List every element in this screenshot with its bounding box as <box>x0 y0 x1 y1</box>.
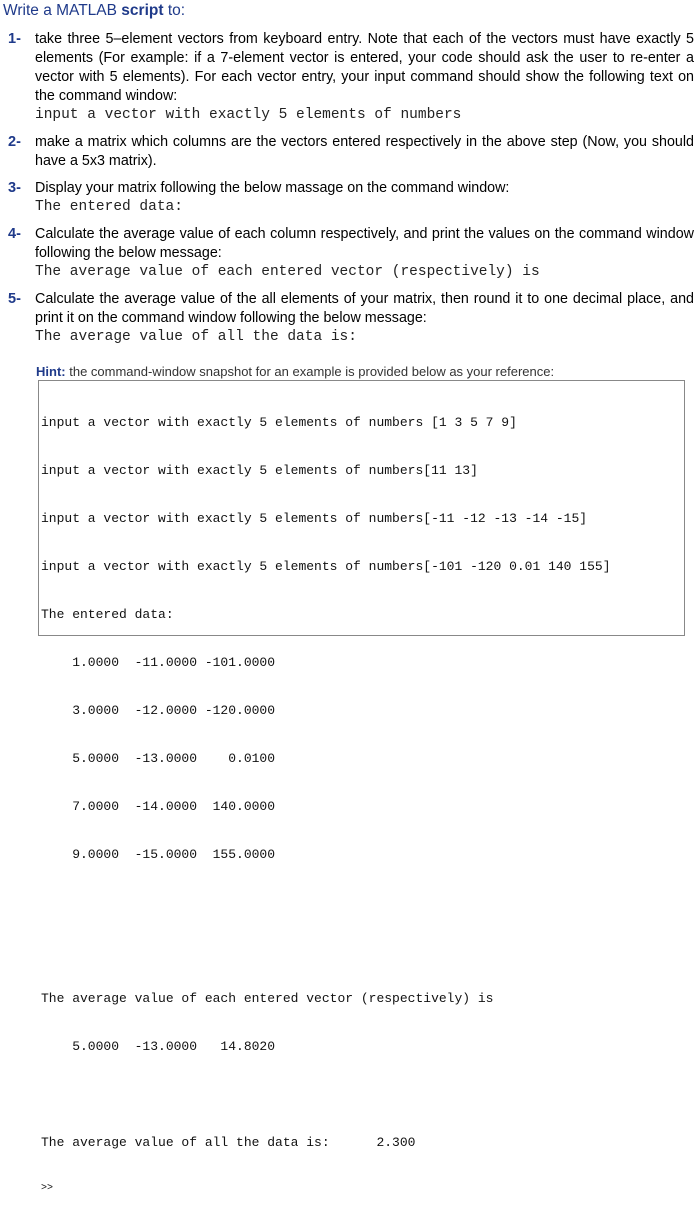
console-line <box>41 1087 684 1103</box>
title-prefix: Write a MATLAB <box>3 2 122 19</box>
console-line: 5.0000 -13.0000 0.0100 <box>41 751 276 766</box>
task-text: Calculate the average value of the all elements of your matrix, then round it to one decimal place, and print it on the command window following the below message: <box>35 291 694 326</box>
task-text: Calculate the average value of each column respectively, and print the values on the command window following the below message: <box>35 226 694 261</box>
task-number: 3- <box>8 180 21 196</box>
command-window-snapshot <box>38 380 685 1194</box>
task-number: 5- <box>8 291 21 307</box>
page-title <box>3 2 185 20</box>
task-number: 1- <box>8 31 21 47</box>
console-line: input a vector with exactly 5 elements of numbers[-11 -12 -13 -14 -15] <box>41 511 588 526</box>
console-line <box>41 943 684 959</box>
task-text: make a matrix which columns are the vectors entered respectively in the above step (Now, you should have a 5x3 matrix). <box>35 134 694 169</box>
console-line: input a vector with exactly 5 elements of numbers[-101 -120 0.01 140 155] <box>41 559 611 574</box>
task-item-3 <box>8 179 694 217</box>
title-suffix: to: <box>163 2 186 19</box>
task-item-1 <box>8 30 694 125</box>
console-prompt: >> <box>41 1183 54 1194</box>
task-text: take three 5–element vectors from keyboard entry. Note that each of the vectors must have exactly 5 elements (For example: if a 7-element vector is entered, your code should ask the user to re-enter a vector with 5 elements). For each vector entry, your input command should show the following text on the command window: <box>35 31 694 104</box>
task-code: The average value of all the data is: <box>35 329 357 345</box>
console-line: input a vector with exactly 5 elements of numbers [1 3 5 7 9] <box>41 415 517 430</box>
hint-text: the command-window snapshot for an example is provided below as your reference: <box>65 364 555 379</box>
task-code: The entered data: <box>35 199 183 215</box>
console-line: 3.0000 -12.0000 -120.0000 <box>41 703 276 718</box>
console-line <box>41 895 684 911</box>
console-line: The entered data: <box>41 607 174 622</box>
task-number: 4- <box>8 226 21 242</box>
task-code: The average value of each entered vector (respectively) is <box>35 264 540 280</box>
task-number: 2- <box>8 134 21 150</box>
task-item-4 <box>8 225 694 282</box>
hint-caption <box>36 364 554 379</box>
console-line: input a vector with exactly 5 elements of numbers[11 13] <box>41 463 478 478</box>
task-item-2 <box>8 133 694 171</box>
task-item-5 <box>8 290 694 347</box>
task-list <box>8 30 694 355</box>
console-line: 1.0000 -11.0000 -101.0000 <box>41 655 276 670</box>
hint-label: Hint: <box>36 364 66 379</box>
title-bold-word: script <box>121 2 164 19</box>
console-line: The average value of each entered vector (respectively) is <box>41 991 494 1006</box>
console-line: 5.0000 -13.0000 14.8020 <box>41 1039 276 1054</box>
console-line: The average value of all the data is: 2.300 <box>41 1135 416 1150</box>
task-text: Display your matrix following the below massage on the command window: <box>35 180 510 196</box>
console-line: 7.0000 -14.0000 140.0000 <box>41 799 276 814</box>
task-code: input a vector with exactly 5 elements of numbers <box>35 107 462 123</box>
console-line: 9.0000 -15.0000 155.0000 <box>41 847 276 862</box>
